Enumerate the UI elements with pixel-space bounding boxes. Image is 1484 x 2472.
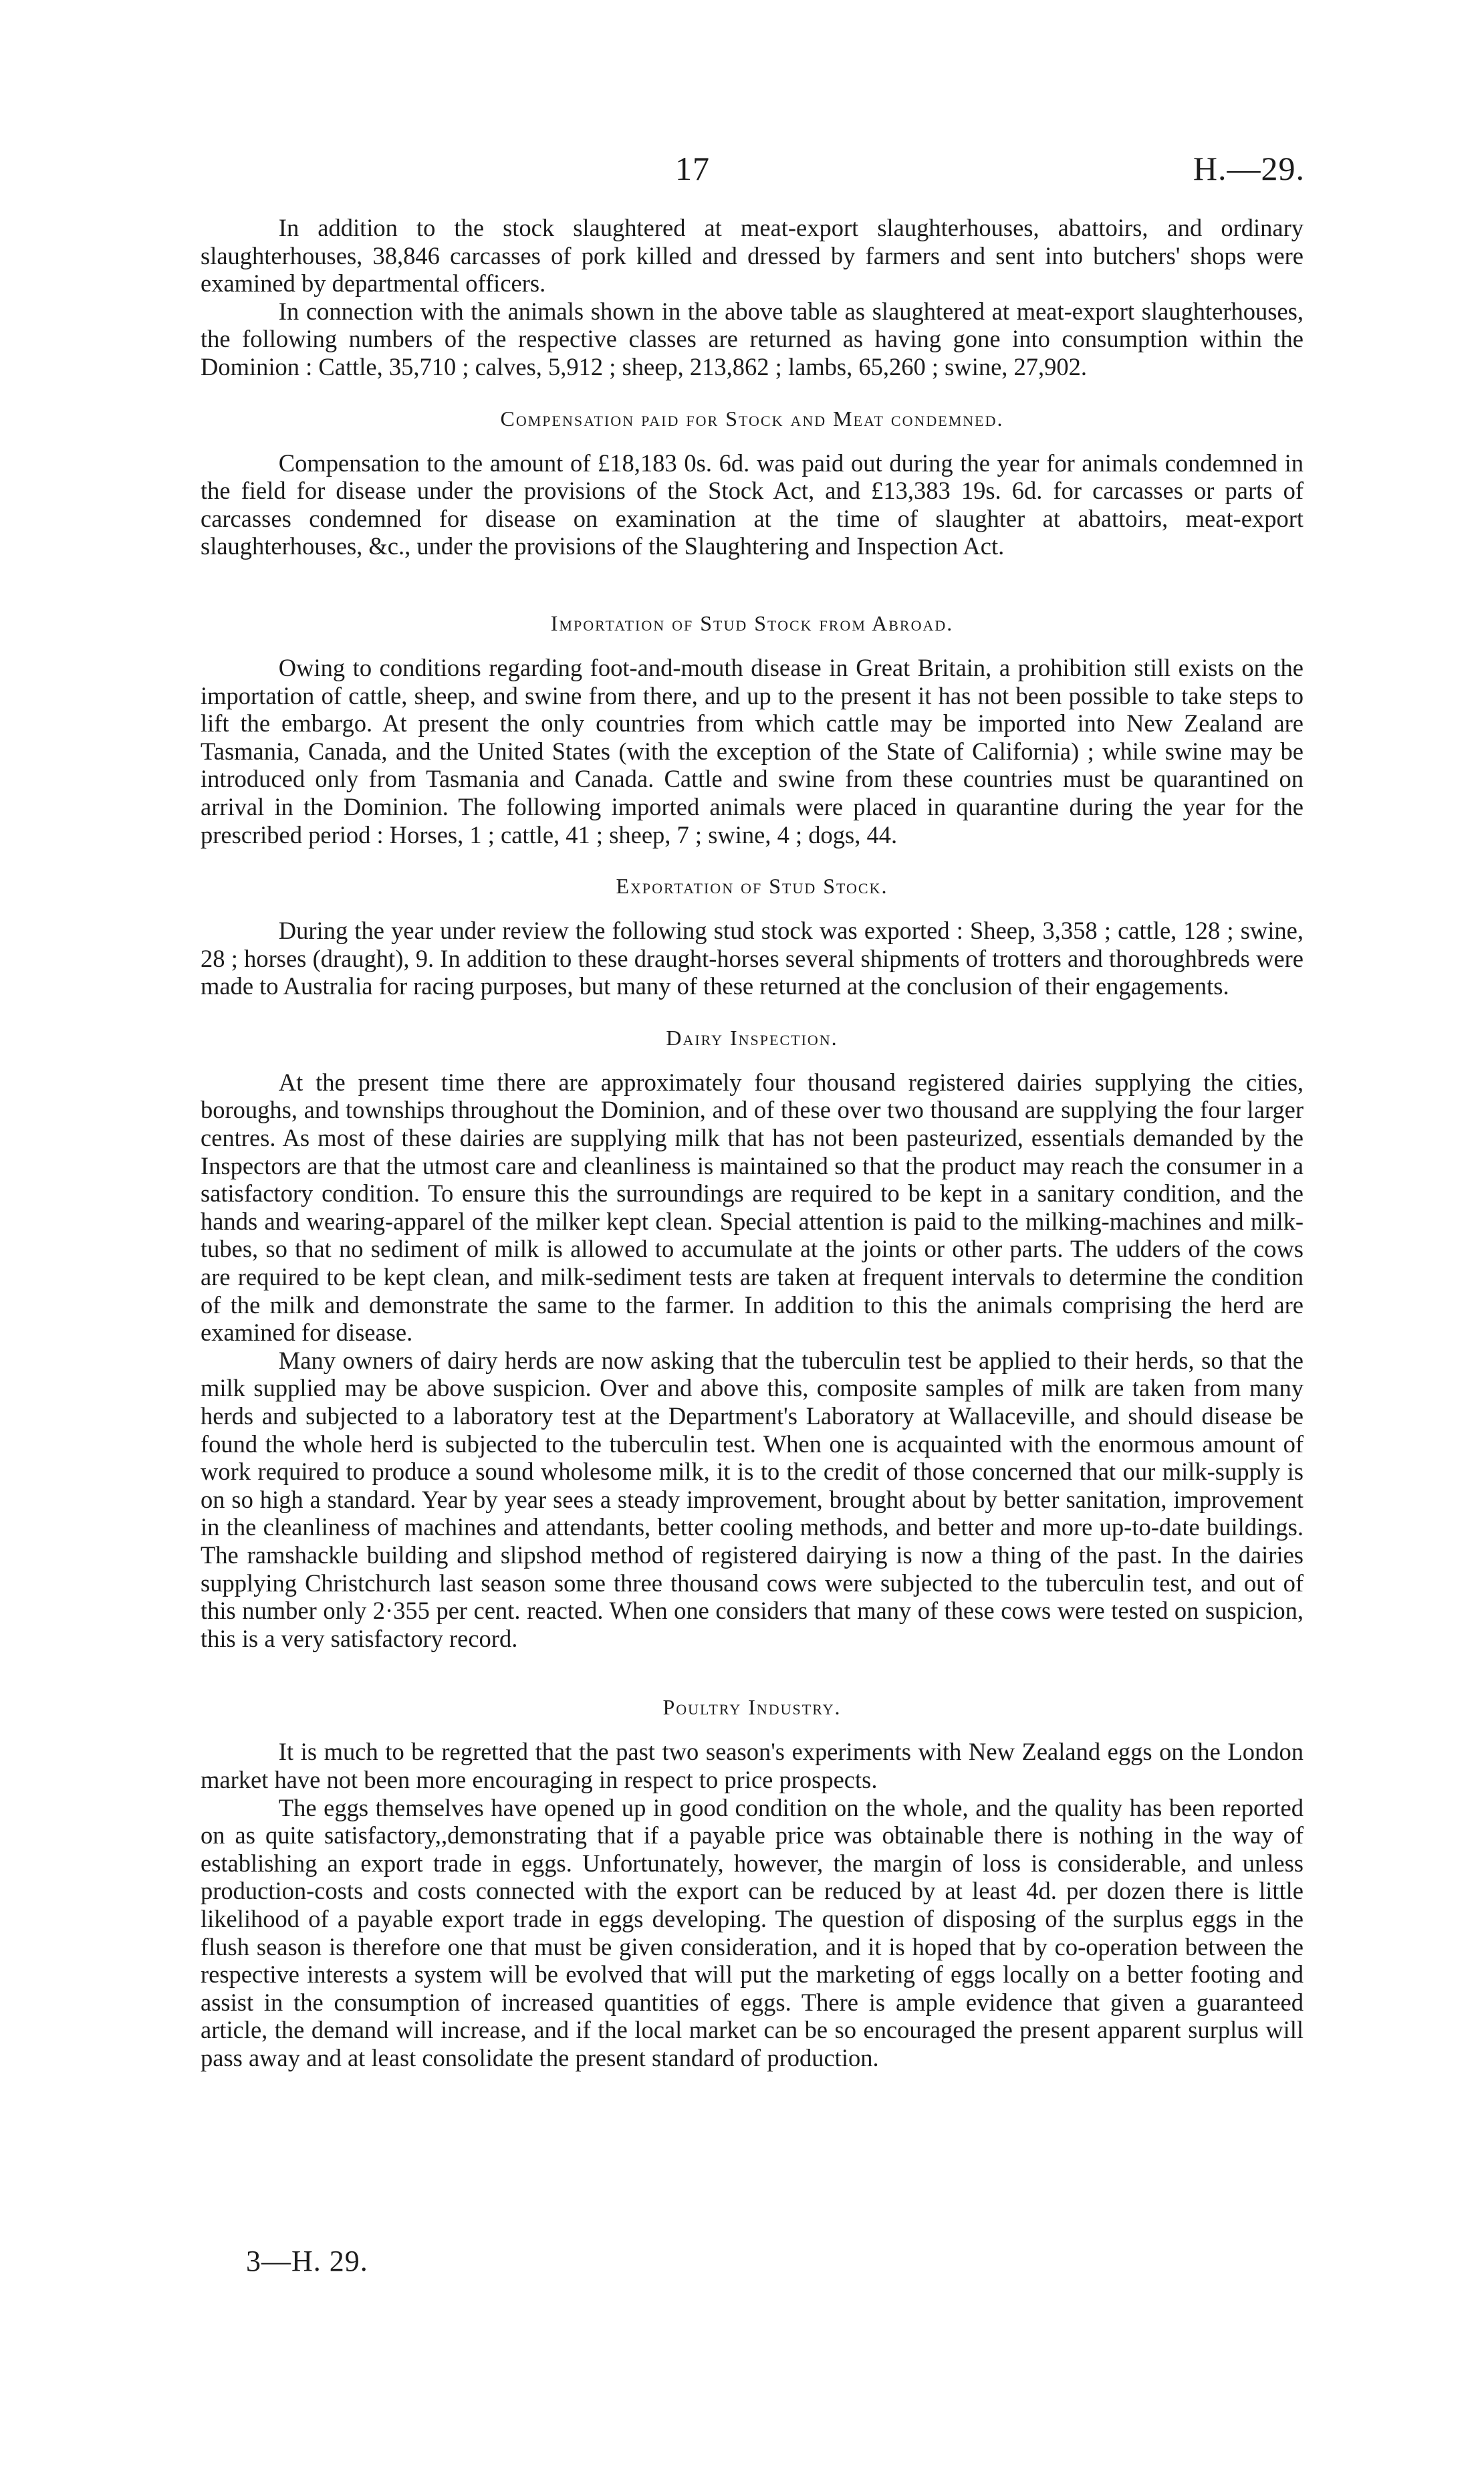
importation-paragraph: Owing to conditions regarding foot-and-mouth disease in Great Britain, a prohibition still exists on the importation of cattle, sheep, and swine from there, and up to the present it has not been possible to take steps to lift the embargo. At present the only countries from which cattle may be imported into New Zealand are Tasmania, Canada, and the United States (with the exception of the State of California) ; while swine may be introduced only from Tasmania and Canada. Cattle and swine from these countries must be quarantined on arrival in the Dominion. The following imported animals were placed in quarantine during the year for the prescribed period : Horses, 1 ; cattle, 41 ; sheep, 7 ; swine, 4 ; dogs, 44. (201, 653, 1304, 849)
poultry-heading: Poultry Industry. (662, 1695, 842, 1720)
dairy-heading: Dairy Inspection. (666, 1025, 838, 1050)
intro-paragraph-1: In addition to the stock slaughtered at meat-export slaughterhouses, abattoirs, and ordinary slaughterhouses, 38,846 carcasses of pork killed and dressed by farmers and sent into butchers' shops were examined by departmental officers. (201, 214, 1304, 298)
dairy-paragraph-1: At the present time there are approximately four thousand registered dairies supplying the cities, boroughs, and townships throughout the Dominion, and of these over two thousand are supplying the four larger centres. As most of these dairies are supplying milk that has not been pasteurized, essentials demanded by the Inspectors are that the utmost care and cleanliness is maintained so that the product may reach the consumer in a satisfactory condition. To ensure this the surroundings are required to be kept in a sanitary condition, and the hands and wearing-apparel of the milker kept clean. Special attention is paid to the milking-machines and milk-tubes, so that no sediment of milk is allowed to accumulate at the joints or other parts. The udders of the cows are required to be kept clean, and milk-sediment tests are taken at frequent intervals to determine the condition of the milk and demonstrate the same to the farmer. In addition to this the animals comprising the herd are examined for disease. (201, 1068, 1304, 1347)
intro-paragraph-2: In connection with the animals shown in the above table as slaughtered at meat-export slaughterhouses, the following numbers of the respective classes are returned as having gone into consumption within the Dominion : Cattle, 35,710 ; calves, 5,912 ; sheep, 213,862 ; lambs, 65,260 ; swine, 27,902. (201, 297, 1304, 380)
dairy-paragraph-2: Many owners of dairy herds are now asking that the tuberculin test be applied to their herds, so that the milk supplied may be above suspicion. Over and above this, composite samples of milk are taken from many herds and subjected to a laboratory test at the Department's Laboratory at Wallaceville, and should disease be found the whole herd is subjected to the tuberculin test. When one is acquainted with the enormous amount of work required to produce a sound wholesome milk, it is to the credit of those concerned that our milk-supply is on so high a standard. Year by year sees a steady improvement, brought about by better sanitation, improvement in the cleanliness of machines and attendants, better cooling methods, and better and more up-to-date buildings. The ramshackle building and slipshod method of registered dairying is now a thing of the past. In the dairies supplying Christchurch last season some three thousand cows were subjected to the tuberculin test, and out of this number only 2·355 per cent. reacted. When one considers that many of these cows were tested on suspicion, this is a very satisfactory record. (201, 1346, 1304, 1652)
exportation-paragraph: During the year under review the following stud stock was exported : Sheep, 3,358 ; cattle, 128 ; swine, 28 ; horses (draught), 9. In addition to these draught-horses several shipments of trotters and thoroughbreds were made to Australia for racing purposes, but many of these returned at the conclusion of their engagements. (201, 917, 1304, 1000)
poultry-paragraph-1: It is much to be regretted that the past two season's experiments with New Zealand eggs on the London market have not been more encouraging in respect to price prospects. (201, 1738, 1304, 1793)
importation-heading: Importation of Stud Stock from Abroad. (550, 610, 954, 635)
poultry-paragraph-2: The eggs themselves have opened up in good condition on the whole, and the quality has been reported on as quite satisfactory,,demonstrating that if a payable price was obtainable there is nothing in the way of establishing an export trade in eggs. Unfortunately, however, the margin of loss is considerable, and unless production-costs and costs connected with the export can be reduced by at least 4d. per dozen there is little likelihood of a payable export trade in eggs developing. The question of disposing of the surplus eggs in the flush season is therefore one that must be given consideration, and it is hoped that by co-operation between the respective interests a system will be evolved that will put the marketing of eggs locally on a better footing and assist in the consumption of increased quantities of eggs. There is ample evidence that given a guaranteed article, the demand will increase, and if the local market can be so encouraged the present apparent surplus will pass away and at least consolidate the present standard of production. (201, 1793, 1304, 2071)
page-body (201, 214, 1304, 2071)
exportation-heading: Exportation of Stud Stock. (616, 874, 888, 899)
page-number: 17 (675, 150, 710, 187)
compensation-heading: Compensation paid for Stock and Meat condemned. (500, 406, 1004, 431)
compensation-paragraph: Compensation to the amount of £18,183 0s. 6d. was paid out during the year for animals condemned in the field for disease under the provisions of the Stock Act, and £13,383 19s. 6d. for carcasses or parts of carcasses condemned for disease on examination at the time of slaughter at abattoirs, meat-export slaughterhouses, &c., under the provisions of the Slaughtering and Inspection Act. (201, 449, 1304, 560)
paper-reference: H.—29. (1193, 150, 1305, 187)
signature-reference: 3—H. 29. (246, 2245, 368, 2277)
